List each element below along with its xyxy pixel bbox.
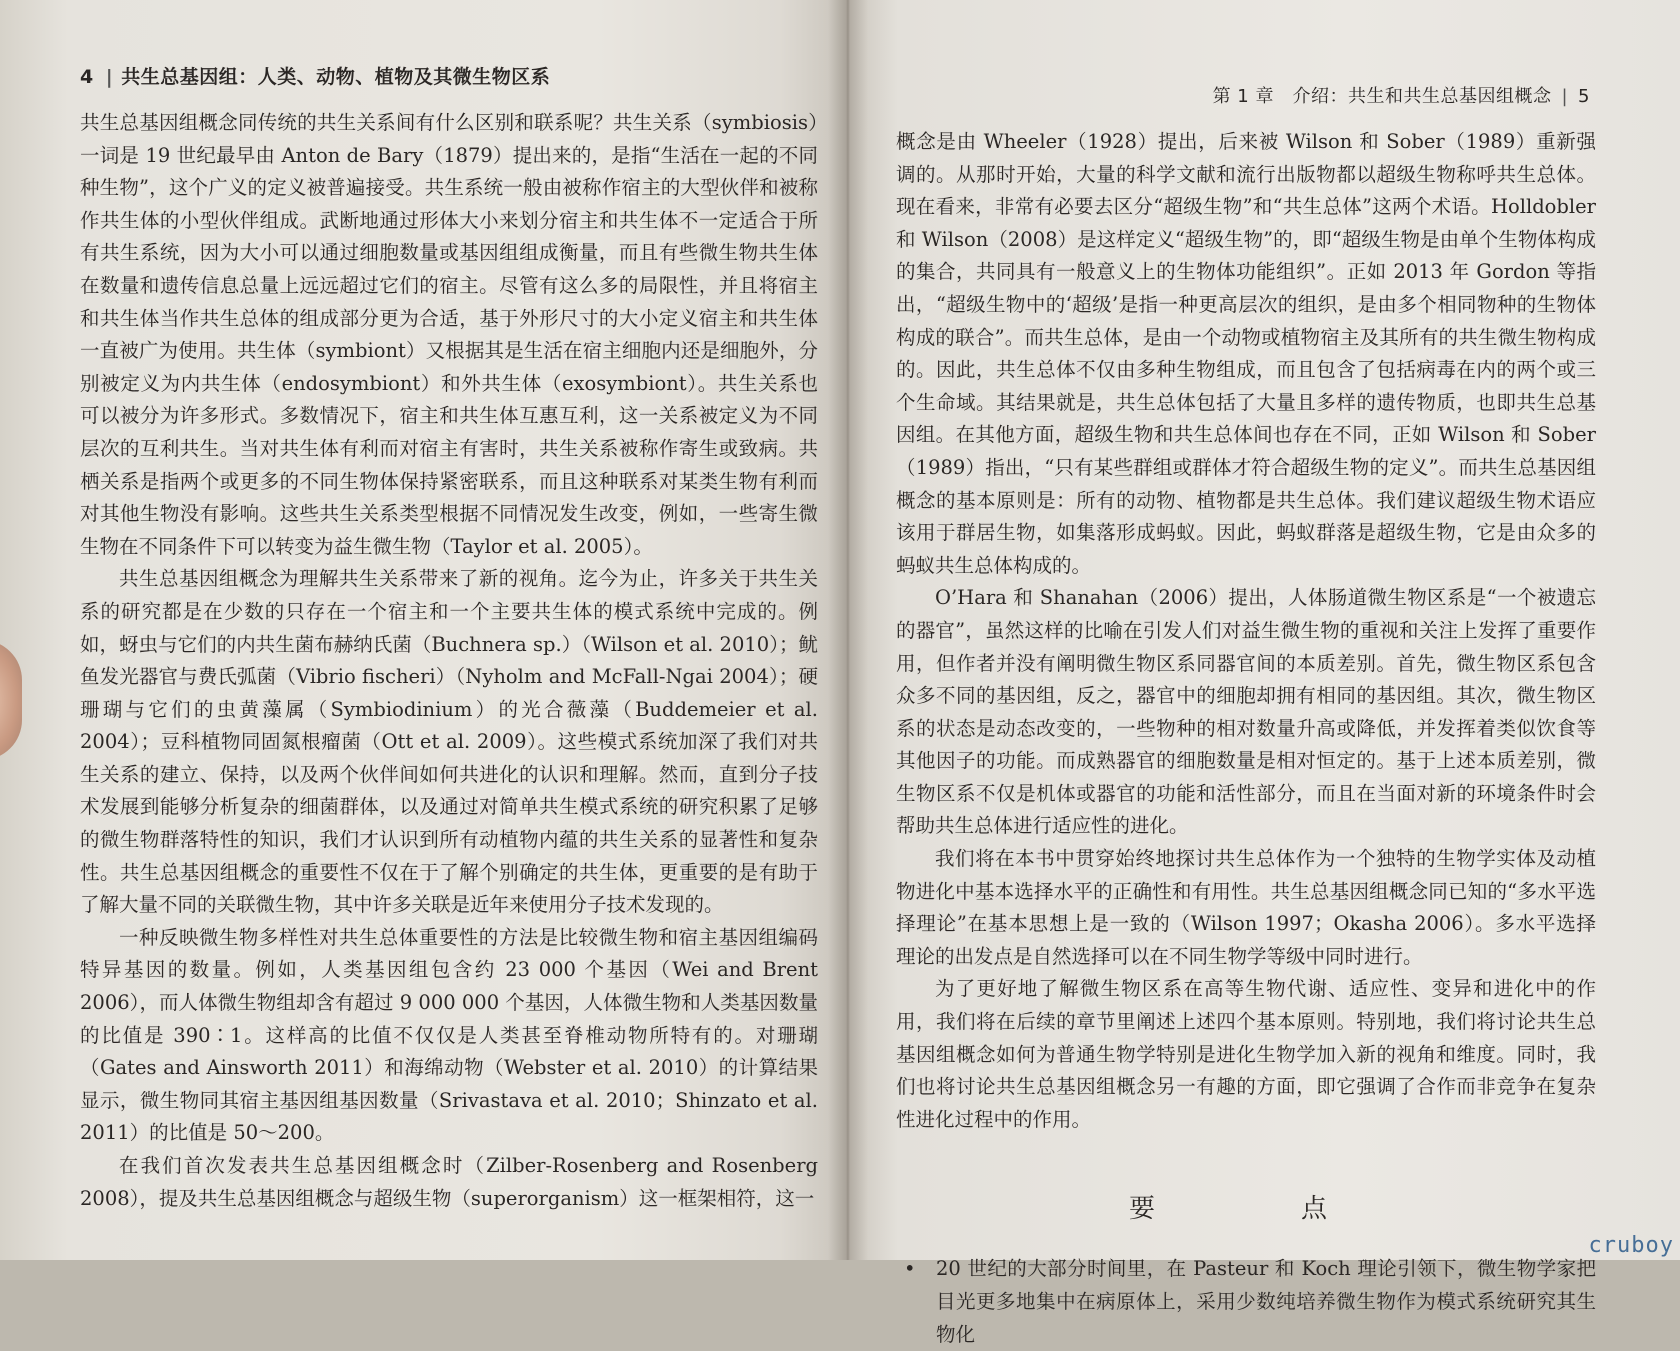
right-running-head bbox=[1213, 82, 1590, 108]
book-gutter-shadow bbox=[828, 0, 868, 1260]
right-page bbox=[848, 0, 1680, 1346]
right-page-number: 5 bbox=[1578, 86, 1590, 107]
watermark: cruboy bbox=[1588, 1233, 1674, 1258]
left-head-separator: | bbox=[105, 66, 114, 88]
paragraph: 共生总基因组概念同传统的共生关系间有什么区别和联系呢？共生关系（symbiosis）一词是 19 世纪最早由 Anton de Bary（1879）提出来的，是指“生活在一起的不同种生物”，这个广义的定义被普遍接受。共生系统一般由被称作宿主的大型伙伴和被称作共生体的小型伙伴组成。武断地通过形体大小来划分宿主和共生体不一定适合于所有共生系统，因为大小可以通过细胞数量或基因组组成衡量，而且有些微生物共生体在数量和遗传信息总量上远远超过它们的宿主。尽管有这么多的局限性，并且将宿主和共生体当作共生总体的组成部分更为合适，基于外形尺寸的大小定义宿主和共生体一直被广为使用。共生体（symbiont）又根据其是生活在宿主细胞内还是细胞外，分别被定义为内共生体（endosymbiont）和外共生体（exosymbiont）。共生关系也可以被分为许多形式。多数情况下，宿主和共生体互惠互利，这一关系被定义为不同层次的互利共生。当对共生体有利而对宿主有害时，共生关系被称作寄生或致病。共栖关系是指两个或更多的不同生物体保持紧密联系，而且这种联系对某类生物有利而对其他生物没有影响。这些共生关系类型根据不同情况发生改变，例如，一些寄生微生物在不同条件下可以转变为益生微生物（Taylor et al. 2005）。 bbox=[80, 111, 818, 558]
list-item bbox=[896, 1253, 1596, 1351]
left-page bbox=[0, 0, 848, 1260]
paragraph: 共生总基因组概念为理解共生关系带来了新的视角。迄今为止，许多关于共生关系的研究都是在少数的只存在一个宿主和一个主要共生体的模式系统中完成的。例如，蚜虫与它们的内共生菌布赫纳氏菌（Buchnera sp.）（Wilson et al. 2010）；鱿鱼发光器官与费氏弧菌（Vibrio fischeri）（Nyholm and McFall-Ngai 2004）；硬珊瑚与它们的虫黄藻属（Symbiodinium）的光合薇藻（Buddemeier et al. 2004）；豆科植物同固氮根瘤菌（Ott et al. 2009）。这些模式系统加深了我们对共生关系的建立、保持，以及两个伙伴间如何共进化的认识和理解。然而，直到分子技术发展到能够分析复杂的细菌群体，以及通过对简单共生模式系统的研究积累了足够的微生物群落特性的知识，我们才认识到所有动植物内蕴的共生关系的显著性和复杂性。共生总基因组概念的重要性不仅在于了解个别确定的共生体，更重要的是有助于了解大量不同的关联微生物，其中许多关联是近年来使用分子技术发现的。 bbox=[80, 567, 818, 917]
right-head-separator: | bbox=[1561, 86, 1569, 107]
bullet-text: 20 世纪的大部分时间里，在 Pasteur 和 Koch 理论引领下，微生物学家把目光更多地集中在病原体上，采用少数纯培养微生物作为模式系统研究其生物化 bbox=[936, 1257, 1596, 1346]
paragraph: 概念是由 Wheeler（1928）提出，后来被 Wilson 和 Sober（1989）重新强调的。从那时开始，大量的科学文献和流行出版物都以超级生物称呼共生总体。现在看来，非常有必要去区分“超级生物”和“共生总体”这两个术语。Holldobler 和 Wilson（2008）是这样定义“超级生物”的，即“超级生物是由单个生物体构成的集合，共同具有一般意义上的生物体功能组织”。正如 2013 年 Gordon 等指出，“超级生物中的‘超级’是指一种更高层次的组织，是由多个相同物种的生物体构成的联合”。而共生总体，是由一个动物或植物宿主及其所有的共生微生物构成的。因此，共生总体不仅由多种生物组成，而且包含了包括病毒在内的两个或三个生命域。其结果就是，共生总体包括了大量且多样的遗传物质，也即共生总基因组。在其他方面，超级生物和共生总体间也存在不同，正如 Wilson 和 Sober（1989）指出，“只有某些群组或群体才符合超级生物的定义”。而共生总基因组概念的基本原则是：所有的动物、植物都是共生总体。我们建议超级生物术语应该用于群居生物，如集落形成蚂蚁。因此，蚂蚁群落是超级生物，它是由众多的蚂蚁共生总体构成的。 bbox=[896, 130, 1596, 577]
paragraph: 我们将在本书中贯穿始终地探讨共生总体作为一个独特的生物学实体及动植物进化中基本选择水平的正确性和有用性。共生总基因组概念同已知的“多水平选择理论”在基本思想上是一致的（Wilson 1997；Okasha 2006）。多水平选择理论的出发点是自然选择可以在不同生物学等级中同时进行。 bbox=[896, 847, 1596, 968]
left-body-text bbox=[80, 107, 818, 1215]
chapter-label: 第 1 章 介绍：共生和共生总基因组概念 bbox=[1212, 86, 1552, 107]
bullet-icon: • bbox=[904, 1257, 916, 1281]
left-book-title: 共生总基因组：人类、动物、植物及其微生物区系 bbox=[121, 66, 551, 88]
section-heading-key-points: 要 点 bbox=[1128, 1194, 1387, 1225]
key-points-list bbox=[896, 1253, 1596, 1351]
thumb-at-edge bbox=[0, 640, 22, 760]
right-body-text bbox=[896, 126, 1596, 1136]
paragraph: O’Hara 和 Shanahan（2006）提出，人体肠道微生物区系是“一个被遗忘的器官”，虽然这样的比喻在引发人们对益生微生物的重视和关注上发挥了重要作用，但作者并没有阐明微生物区系同器官间的本质差别。首先，微生物区系包含众多不同的基因组，反之，器官中的细胞却拥有相同的基因组。其次，微生物区系的状态是动态改变的，一些物种的相对数量升高或降低，并发挥着类似饮食等其他因子的功能。而成熟器官的细胞数量是相对恒定的。基于上述本质差别，微生物区系不仅是机体或器官的功能和活性部分，而且在当面对新的环境条件时会帮助共生总体进行适应性的进化。 bbox=[896, 586, 1596, 838]
paragraph: 为了更好地了解微生物区系在高等生物代谢、适应性、变异和进化中的作用，我们将在后续的章节里阐述上述四个基本原则。特别地，我们将讨论共生总基因组概念如何为普通生物学特别是进化生物学加入新的视角和维度。同时，我们也将讨论共生总基因组概念另一有趣的方面，即它强调了合作而非竞争在复杂性进化过程中的作用。 bbox=[896, 977, 1596, 1131]
paragraph: 一种反映微生物多样性对共生总体重要性的方法是比较微生物和宿主基因组编码特异基因的数量。例如，人类基因组包含约 23 000 个基因（Wei and Brent 2006），而人体微生物组却含有超过 9 000 000 个基因，人体微生物和人类基因数量的比值是 390∶1。这样高的比值不仅仅是人类甚至脊椎动物所特有的。对珊瑚（Gates and Ainsworth 2011）和海绵动物（Webster et al. 2010）的计算结果显示，微生物同其宿主基因组基因数量（Srivastava et al. 2010；Shinzato et al. 2011）的比值是 50～200。 bbox=[80, 925, 818, 1145]
paragraph: 在我们首次发表共生总基因组概念时（Zilber-Rosenberg and Rosenberg 2008），提及共生总基因组概念与超级生物（superorganism）这一框架相符，这一 bbox=[80, 1154, 818, 1210]
left-page-number: 4 bbox=[80, 66, 94, 88]
left-running-head bbox=[80, 62, 818, 89]
